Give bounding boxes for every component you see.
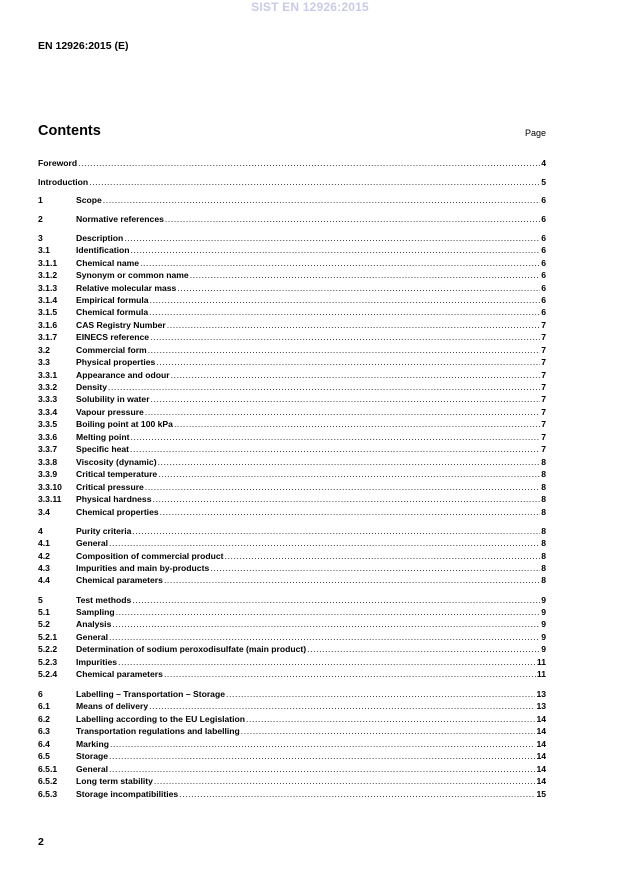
toc-entry[interactable]: [38, 537, 546, 549]
toc-entry-title[interactable]: Critical pressure: [76, 482, 144, 492]
toc-entry-number: 3.3.8: [38, 457, 58, 467]
toc-entry-number: 3.1: [38, 245, 50, 255]
dot-leader: [158, 456, 541, 468]
toc-entry[interactable]: [38, 294, 546, 306]
toc-entry-number: 3.1.5: [38, 307, 58, 317]
document-id: EN 12926:2015 (E): [38, 40, 129, 52]
toc-entry-page[interactable]: 8: [541, 494, 546, 504]
toc-entry-page[interactable]: 4: [541, 158, 546, 168]
dot-leader: [164, 574, 540, 586]
toc-entry-title[interactable]: Marking: [76, 739, 109, 749]
toc-entry-number: 4.1: [38, 538, 50, 548]
toc-entry-title[interactable]: Storage incompatibilities: [76, 789, 179, 799]
dot-leader: [226, 688, 535, 700]
toc-entry[interactable]: [38, 157, 546, 169]
toc-entry[interactable]: [38, 750, 546, 762]
dot-leader: [130, 431, 540, 443]
toc-entry-page[interactable]: 6: [541, 258, 546, 268]
toc-entry-number: 5.1: [38, 607, 50, 617]
toc-entry-number: 3.3.10: [38, 482, 62, 492]
toc-entry-page[interactable]: 14: [536, 764, 546, 774]
toc-entry[interactable]: [38, 344, 546, 356]
dot-leader: [177, 282, 540, 294]
toc-entry-page[interactable]: 8: [541, 469, 546, 479]
toc-entry-title[interactable]: Relative molecular mass: [76, 283, 177, 293]
dot-leader: [130, 443, 540, 455]
toc-entry-number: 3.1.4: [38, 295, 58, 305]
toc-entry[interactable]: [38, 763, 546, 775]
dot-leader: [152, 493, 540, 505]
toc-entry-title[interactable]: Appearance and odour: [76, 370, 170, 380]
toc-entry-number: 3.1.7: [38, 332, 58, 342]
toc-entry-title[interactable]: Chemical properties: [76, 507, 159, 517]
toc-entry-number: 3.4: [38, 507, 50, 517]
dot-leader: [103, 194, 540, 206]
toc-entry-page[interactable]: 6: [541, 270, 546, 280]
toc-entry-title[interactable]: Solubility in water: [76, 394, 150, 404]
toc-entry-page[interactable]: 7: [541, 419, 546, 429]
toc-entry-title[interactable]: Analysis: [76, 619, 112, 629]
dot-leader: [109, 537, 540, 549]
dot-leader: [164, 668, 536, 680]
dot-leader: [89, 176, 540, 188]
toc-entry-number: 3.1.1: [38, 258, 58, 268]
toc-entry-page[interactable]: 14: [536, 739, 546, 749]
dot-leader: [154, 775, 536, 787]
toc-entry-page[interactable]: 8: [541, 482, 546, 492]
toc-entry-title[interactable]: Density: [76, 382, 108, 392]
dot-leader: [167, 319, 540, 331]
toc-entry-number: 3.3.2: [38, 382, 58, 392]
dot-leader: [132, 594, 540, 606]
dot-leader: [149, 306, 540, 318]
contents-heading: Contents: [38, 123, 101, 139]
toc-entry[interactable]: [38, 393, 546, 405]
toc-entry-title[interactable]: CAS Registry Number: [76, 320, 166, 330]
toc-entry[interactable]: [38, 688, 546, 700]
toc-entry-number: 3: [38, 233, 43, 243]
toc-entry[interactable]: [38, 356, 546, 368]
toc-entry[interactable]: [38, 257, 546, 269]
toc-entry[interactable]: [38, 282, 546, 294]
toc-entry-number: 4.2: [38, 551, 50, 561]
dot-leader: [150, 294, 541, 306]
dot-leader: [148, 344, 541, 356]
toc-entry-page[interactable]: 14: [536, 714, 546, 724]
toc-entry-title[interactable]: Impurities and main by-products: [76, 563, 210, 573]
toc-entry[interactable]: [38, 713, 546, 725]
toc-entry-title[interactable]: Chemical name: [76, 258, 140, 268]
toc-entry-page[interactable]: 13: [536, 689, 546, 699]
dot-leader: [156, 356, 540, 368]
toc-entry[interactable]: [38, 788, 546, 800]
dot-leader: [130, 244, 540, 256]
dot-leader: [112, 618, 540, 630]
toc-entry-number: 1: [38, 195, 43, 205]
toc-entry-number: 6.3: [38, 726, 50, 736]
toc-entry-number: 5.2.1: [38, 632, 58, 642]
dot-leader: [241, 725, 536, 737]
toc-entry-number: 3.3.1: [38, 370, 58, 380]
toc-entry-title[interactable]: Identification: [76, 245, 130, 255]
dot-leader: [174, 418, 540, 430]
toc-entry-page[interactable]: 9: [541, 644, 546, 654]
toc-entry-number: 6.1: [38, 701, 50, 711]
toc-entry-page[interactable]: 7: [541, 407, 546, 417]
toc-entry-number: 3.2: [38, 345, 50, 355]
toc-entry-page[interactable]: 6: [541, 295, 546, 305]
toc-entry-page[interactable]: 6: [541, 283, 546, 293]
dot-leader: [158, 468, 540, 480]
toc-entry-page[interactable]: 7: [541, 332, 546, 342]
toc-entry-title[interactable]: Synonym or common name: [76, 270, 189, 280]
toc-entry[interactable]: [38, 381, 546, 393]
toc-entry[interactable]: [38, 643, 546, 655]
toc-entry-number: 6.5: [38, 751, 50, 761]
toc-entry-number: 3.1.2: [38, 270, 58, 280]
toc-entry[interactable]: [38, 550, 546, 562]
dot-leader: [171, 369, 541, 381]
toc-entry-page[interactable]: 9: [541, 607, 546, 617]
toc-entry[interactable]: [38, 406, 546, 418]
toc-entry[interactable]: [38, 493, 546, 505]
toc-entry-number: 6.5.3: [38, 789, 58, 799]
toc-entry[interactable]: [38, 606, 546, 618]
toc-entry-title[interactable]: General: [76, 764, 109, 774]
toc-entry[interactable]: [38, 506, 546, 518]
toc-entry-title[interactable]: Critical temperature: [76, 469, 158, 479]
page-column-label: Page: [524, 128, 546, 138]
toc-entry[interactable]: [38, 369, 546, 381]
toc-entry-number: 3.3.7: [38, 444, 58, 454]
toc-entry-page[interactable]: 7: [541, 345, 546, 355]
toc-entry[interactable]: [38, 525, 546, 537]
dot-leader: [160, 506, 541, 518]
toc-entry-title[interactable]: Vapour pressure: [76, 407, 144, 417]
toc-entry-number: 3.3: [38, 357, 50, 367]
toc-entry-number: 5.2.2: [38, 644, 58, 654]
toc-entry-page[interactable]: 14: [536, 726, 546, 736]
toc-entry-number: 5: [38, 595, 43, 605]
toc-entry-title[interactable]: Chemical parameters: [76, 669, 163, 679]
dot-leader: [190, 269, 541, 281]
toc-entry-page[interactable]: 7: [541, 370, 546, 380]
toc-entry[interactable]: [38, 306, 546, 318]
toc-entry-title[interactable]: Scope: [76, 195, 102, 205]
dot-leader: [108, 381, 540, 393]
toc-entry[interactable]: [38, 418, 546, 430]
dot-leader: [110, 738, 535, 750]
dot-leader: [109, 631, 540, 643]
toc-entry[interactable]: [38, 725, 546, 737]
toc-entry-page[interactable]: 9: [541, 619, 546, 629]
toc-entry[interactable]: [38, 574, 546, 586]
toc-entry-page[interactable]: 6: [541, 195, 546, 205]
toc-entry-title[interactable]: Long term stability: [76, 776, 153, 786]
toc-entry-page[interactable]: 14: [536, 751, 546, 761]
toc-entry-title[interactable]: Transportation regulations and labelling: [76, 726, 240, 736]
toc-entry-title[interactable]: EINECS reference: [76, 332, 150, 342]
dot-leader: [109, 750, 535, 762]
toc-entry-page[interactable]: 7: [541, 357, 546, 367]
dot-leader: [78, 157, 540, 169]
toc-entry-page[interactable]: 5: [541, 177, 546, 187]
toc-entry-number: 3.1.6: [38, 320, 58, 330]
toc-entry-number: 3.3.4: [38, 407, 58, 417]
toc-entry[interactable]: [38, 656, 546, 668]
toc-entry-number: 4: [38, 526, 43, 536]
toc-entry-page[interactable]: 8: [541, 563, 546, 573]
toc-entry-number: 3.1.3: [38, 283, 58, 293]
dot-leader: [179, 788, 535, 800]
toc-entry-number: 5.2.4: [38, 669, 58, 679]
dot-leader: [132, 525, 540, 537]
dot-leader: [124, 232, 540, 244]
toc-entry-title[interactable]: Labelling according to the EU Legislation: [76, 714, 246, 724]
toc-entry-page[interactable]: 9: [541, 595, 546, 605]
dot-leader: [140, 257, 540, 269]
dot-leader: [307, 643, 540, 655]
toc-entry-page[interactable]: 7: [541, 444, 546, 454]
dot-leader: [145, 406, 540, 418]
toc-entry[interactable]: [38, 431, 546, 443]
toc-entry-title[interactable]: Means of delivery: [76, 701, 149, 711]
toc-entry-title[interactable]: Introduction: [38, 177, 89, 187]
toc-entry[interactable]: [38, 244, 546, 256]
dot-leader: [109, 763, 535, 775]
toc-entry[interactable]: [38, 700, 546, 712]
toc-entry-page[interactable]: 6: [541, 214, 546, 224]
toc-entry-number: 4.4: [38, 575, 50, 585]
toc-entry-page[interactable]: 8: [541, 538, 546, 548]
toc-entry-page[interactable]: 9: [541, 632, 546, 642]
toc-entry-title[interactable]: Composition of commercial product: [76, 551, 224, 561]
dot-leader: [246, 713, 535, 725]
toc-entry[interactable]: [38, 618, 546, 630]
toc-entry-page[interactable]: 8: [541, 575, 546, 585]
toc-entry-title[interactable]: Specific heat: [76, 444, 130, 454]
toc-entry-page[interactable]: 13: [536, 701, 546, 711]
toc-entry-title[interactable]: General: [76, 538, 109, 548]
toc-entry-number: 3.3.3: [38, 394, 58, 404]
toc-entry-title[interactable]: Physical properties: [76, 357, 156, 367]
toc-entry[interactable]: [38, 213, 546, 225]
toc-entry[interactable]: [38, 481, 546, 493]
toc-entry-title[interactable]: Description: [76, 233, 124, 243]
toc-entry-page[interactable]: 8: [541, 507, 546, 517]
toc-entry-title[interactable]: Impurities: [76, 657, 118, 667]
toc-entry-page[interactable]: 11: [536, 657, 546, 667]
toc-entry-title[interactable]: General: [76, 632, 109, 642]
toc-entry-number: 6.2: [38, 714, 50, 724]
toc-entry-page[interactable]: 7: [541, 382, 546, 392]
footer-page-number: 2: [38, 836, 44, 848]
watermark: SIST EN 12926:2015: [251, 0, 369, 14]
toc-entry[interactable]: [38, 594, 546, 606]
toc-entry[interactable]: [38, 631, 546, 643]
toc-entry-number: 6.5.2: [38, 776, 58, 786]
toc-entry-title[interactable]: Labelling – Transportation – Storage: [76, 689, 225, 699]
toc-entry-number: 6.5.1: [38, 764, 58, 774]
toc-entry[interactable]: [38, 319, 546, 331]
toc-entry-title[interactable]: Melting point: [76, 432, 130, 442]
dot-leader: [165, 213, 540, 225]
dot-leader: [118, 656, 536, 668]
toc-entry-page[interactable]: 8: [541, 551, 546, 561]
dot-leader: [149, 700, 535, 712]
toc-entry-number: 5.2: [38, 619, 50, 629]
toc-entry-title[interactable]: Commercial form: [76, 345, 147, 355]
toc-entry-title[interactable]: Determination of sodium peroxodisulfate (main product): [76, 644, 307, 654]
toc-entry-page[interactable]: 6: [541, 307, 546, 317]
toc-entry[interactable]: [38, 456, 546, 468]
toc-entry-title[interactable]: Chemical formula: [76, 307, 149, 317]
toc-entry-number: 6: [38, 689, 43, 699]
toc-entry-page[interactable]: 6: [541, 245, 546, 255]
toc-entry[interactable]: [38, 562, 546, 574]
toc-entry[interactable]: [38, 331, 546, 343]
toc-entry-page[interactable]: 11: [536, 669, 546, 679]
toc-entry-title[interactable]: Test methods: [76, 595, 132, 605]
toc-entry[interactable]: [38, 668, 546, 680]
dot-leader: [116, 606, 541, 618]
dot-leader: [225, 550, 541, 562]
toc-entry-number: 2: [38, 214, 43, 224]
toc-entry-page[interactable]: 6: [541, 233, 546, 243]
toc-entry-title[interactable]: Viscosity (dynamic): [76, 457, 157, 467]
toc-entry[interactable]: [38, 738, 546, 750]
toc-entry-number: 3.3.6: [38, 432, 58, 442]
toc-entry[interactable]: [38, 194, 546, 206]
toc-entry[interactable]: [38, 176, 546, 188]
dot-leader: [145, 481, 540, 493]
toc-entry-page[interactable]: 15: [536, 789, 546, 799]
toc-entry[interactable]: [38, 468, 546, 480]
toc-entry[interactable]: [38, 775, 546, 787]
toc-entry[interactable]: [38, 443, 546, 455]
toc-entry-title[interactable]: Purity criteria: [76, 526, 132, 536]
toc-entry-title[interactable]: Storage: [76, 751, 108, 761]
toc-entry-title[interactable]: Empirical formula: [76, 295, 149, 305]
toc-entry[interactable]: [38, 232, 546, 244]
dot-leader: [150, 331, 540, 343]
toc-entry-title[interactable]: Chemical parameters: [76, 575, 163, 585]
toc-entry-title[interactable]: Physical hardness: [76, 494, 152, 504]
toc-entry-title[interactable]: Normative references: [76, 214, 164, 224]
toc-entry-number: 3.3.5: [38, 419, 58, 429]
toc-entry-number: 3.3.11: [38, 494, 62, 504]
toc-entry-title[interactable]: Sampling: [76, 607, 115, 617]
toc-entry-page[interactable]: 8: [541, 457, 546, 467]
toc-entry[interactable]: [38, 269, 546, 281]
dot-leader: [151, 393, 541, 405]
toc-entry-page[interactable]: 7: [541, 394, 546, 404]
toc-entry-number: 6.4: [38, 739, 50, 749]
toc-entry-number: 4.3: [38, 563, 50, 573]
toc-entry-page[interactable]: 7: [541, 432, 546, 442]
dot-leader: [210, 562, 540, 574]
toc-entry-title[interactable]: Foreword: [38, 158, 78, 168]
toc-entry-title[interactable]: Boiling point at 100 kPa: [76, 419, 173, 429]
toc-entry-page[interactable]: 14: [536, 776, 546, 786]
toc-entry-number: 3.3.9: [38, 469, 58, 479]
toc-entry-number: 5.2.3: [38, 657, 58, 667]
toc-entry-page[interactable]: 8: [541, 526, 546, 536]
toc-entry-page[interactable]: 7: [541, 320, 546, 330]
